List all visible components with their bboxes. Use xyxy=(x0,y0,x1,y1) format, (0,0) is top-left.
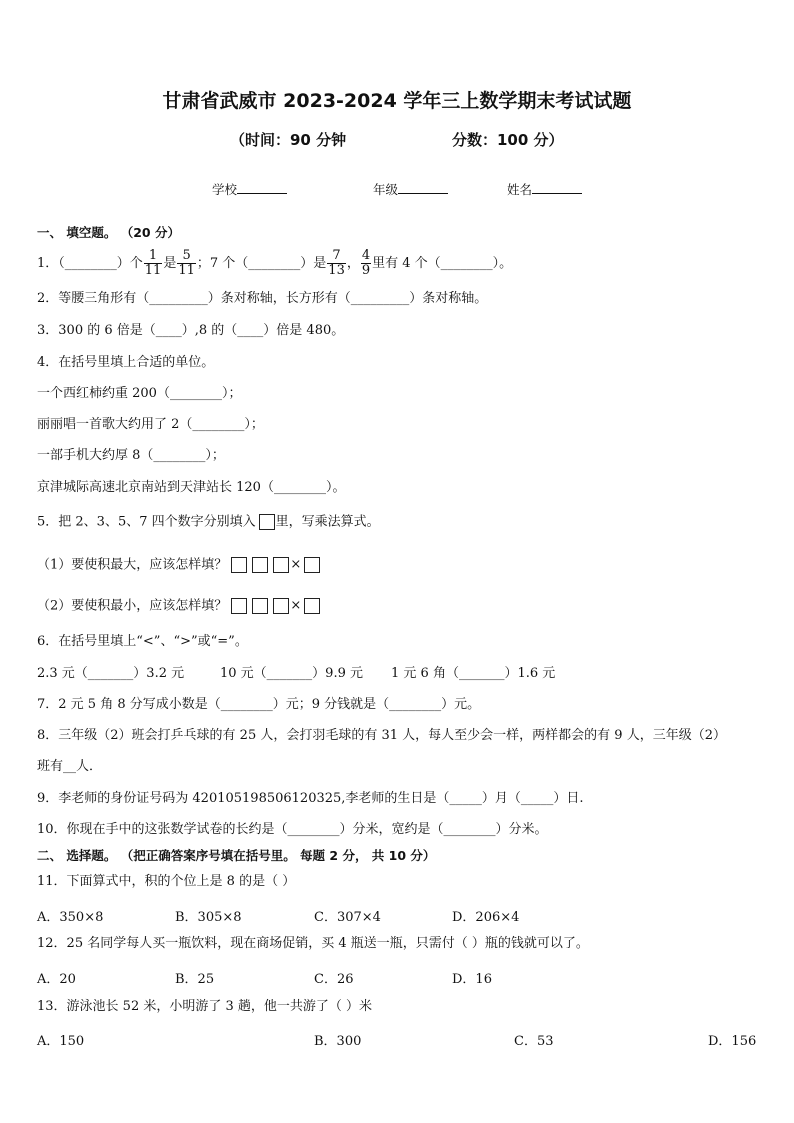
name-label: 姓名 xyxy=(507,182,533,197)
question-6b: 10 元（_______）9.9 元 xyxy=(220,666,363,681)
q1-text-5: 里有 4 个（________）。 xyxy=(372,256,513,271)
answer-box[interactable] xyxy=(304,557,320,573)
q11-option-d: D．206×4 xyxy=(452,910,520,925)
question-5-2 xyxy=(37,598,325,615)
answer-box[interactable] xyxy=(304,598,320,614)
answer-box[interactable] xyxy=(252,598,268,614)
question-5 xyxy=(37,514,380,531)
fraction-numerator: 1 xyxy=(144,249,163,264)
fraction-denominator: 13 xyxy=(328,263,345,278)
question-6c: 1 元 6 角（_______）1.6 元 xyxy=(391,666,556,681)
q11-option-b: B．305×8 xyxy=(175,910,242,925)
answer-box[interactable] xyxy=(273,557,289,573)
q12-option-d: D．16 xyxy=(452,972,492,987)
q1-text-3: ；7 个（________）是 xyxy=(196,256,327,271)
answer-box[interactable] xyxy=(273,598,289,614)
q5-text-1: 5．把 2、3、5、7 四个数字分别填入 xyxy=(37,514,256,530)
school-blank xyxy=(237,180,287,194)
question-3: 3．300 的 6 倍是（____）,8 的（____）倍是 480。 xyxy=(37,323,345,338)
question-4b: 丽丽唱一首歌大约用了 2（________）； xyxy=(37,417,264,432)
school-field xyxy=(212,180,287,198)
question-8: 8．三年级（2）班会打乒乓球的有 25 人，会打羽毛球的有 31 人，每人至少会一样，两样都会的有 9 人，三年级（2） xyxy=(37,728,726,743)
name-field xyxy=(507,180,582,198)
question-1 xyxy=(37,249,512,278)
q11-option-a: A．350×8 xyxy=(37,910,104,925)
question-7: 7．2 元 5 角 8 分写成小数是（________）元；9 分钱就是（________）元。 xyxy=(37,697,481,712)
grade-label: 年级 xyxy=(373,182,399,197)
fraction-numerator: 4 xyxy=(361,248,371,263)
question-2: 2．等腰三角形有（_________）条对称轴，长方形有（_________）条对称轴。 xyxy=(37,291,488,306)
fraction-denominator: 11 xyxy=(144,263,162,278)
fraction-denominator: 11 xyxy=(178,263,195,278)
exam-score: 分数：100 分） xyxy=(452,131,564,149)
grade-blank xyxy=(398,180,448,194)
fraction-4-9 xyxy=(361,249,371,278)
exam-time: （时间：90 分钟 xyxy=(230,131,347,149)
multiply-sign: × xyxy=(290,598,302,613)
school-label: 学校 xyxy=(212,182,238,197)
q1-text-1: 1．（________）个 xyxy=(37,256,143,271)
question-4: 4．在括号里填上合适的单位。 xyxy=(37,355,215,370)
q12-option-a: A．20 xyxy=(37,972,76,987)
q13-option-d: D．156 xyxy=(708,1034,757,1049)
fraction-numerator: 5 xyxy=(177,249,196,264)
question-6a: 2.3 元（_______）3.2 元 xyxy=(37,666,185,681)
section2-heading: 二、 选择题。 （把正确答案序号填在括号里。 每题 2 分， 共 10 分） xyxy=(37,848,436,863)
question-4c: 一部手机大约厚 8（________）； xyxy=(37,448,225,463)
name-blank xyxy=(532,180,582,194)
q13-option-a: A．150 xyxy=(37,1034,85,1049)
section1-heading: 一、 填空题。 （20 分） xyxy=(37,225,180,240)
grade-field xyxy=(373,180,448,198)
question-9: 9．李老师的身份证号码为 420105198506120325,李老师的生日是（_____）月（_____）日. xyxy=(37,791,584,806)
multiply-sign: × xyxy=(290,557,302,572)
question-4d: 京津城际高速北京南站到天津站长 120（________）。 xyxy=(37,480,346,495)
question-8-cont: 班有__人． xyxy=(37,759,103,774)
q13-option-b: B．300 xyxy=(314,1034,362,1049)
fraction-numerator: 7 xyxy=(327,249,346,264)
q1-text-4: ， xyxy=(346,256,360,271)
q13-option-c: C．53 xyxy=(514,1034,554,1049)
answer-box[interactable] xyxy=(231,557,247,573)
q12-option-b: B．25 xyxy=(175,972,215,987)
question-4a: 一个西红柿约重 200（________）； xyxy=(37,386,242,401)
question-6: 6．在括号里填上“<”、“>”或“=”。 xyxy=(37,634,248,649)
question-5-1 xyxy=(37,557,325,574)
answer-box[interactable] xyxy=(252,557,268,573)
fraction-5-11 xyxy=(177,249,196,278)
question-10: 10．你现在手中的这张数学试卷的长约是（________）分米，宽约是（________）分米。 xyxy=(37,822,548,837)
exam-title: 甘肃省武威市 2023-2024 学年三上数学期末考试试题 xyxy=(162,90,632,112)
question-11: 11．下面算式中，积的个位上是 8 的是（ ） xyxy=(37,874,296,889)
fraction-denominator: 9 xyxy=(361,263,371,278)
question-12: 12．25 名同学每人买一瓶饮料，现在商场促销，买 4 瓶送一瓶，只需付（ ）瓶的钱就可以了。 xyxy=(37,936,589,951)
q5-2-text: （2）要使积最小，应该怎样填？ xyxy=(37,598,228,614)
fraction-7-13 xyxy=(327,249,346,278)
q11-option-c: C．307×4 xyxy=(314,910,381,925)
q1-text-2: 是 xyxy=(163,256,177,271)
q5-text-2: 里，写乘法算式。 xyxy=(275,514,380,530)
answer-box[interactable] xyxy=(231,598,247,614)
answer-box xyxy=(259,514,275,530)
q12-option-c: C．26 xyxy=(314,972,354,987)
question-13: 13．游泳池长 52 米，小明游了 3 趟，他一共游了（ ）米 xyxy=(37,999,373,1014)
q5-1-text: （1）要使积最大，应该怎样填？ xyxy=(37,557,228,573)
fraction-1-11 xyxy=(144,249,163,278)
